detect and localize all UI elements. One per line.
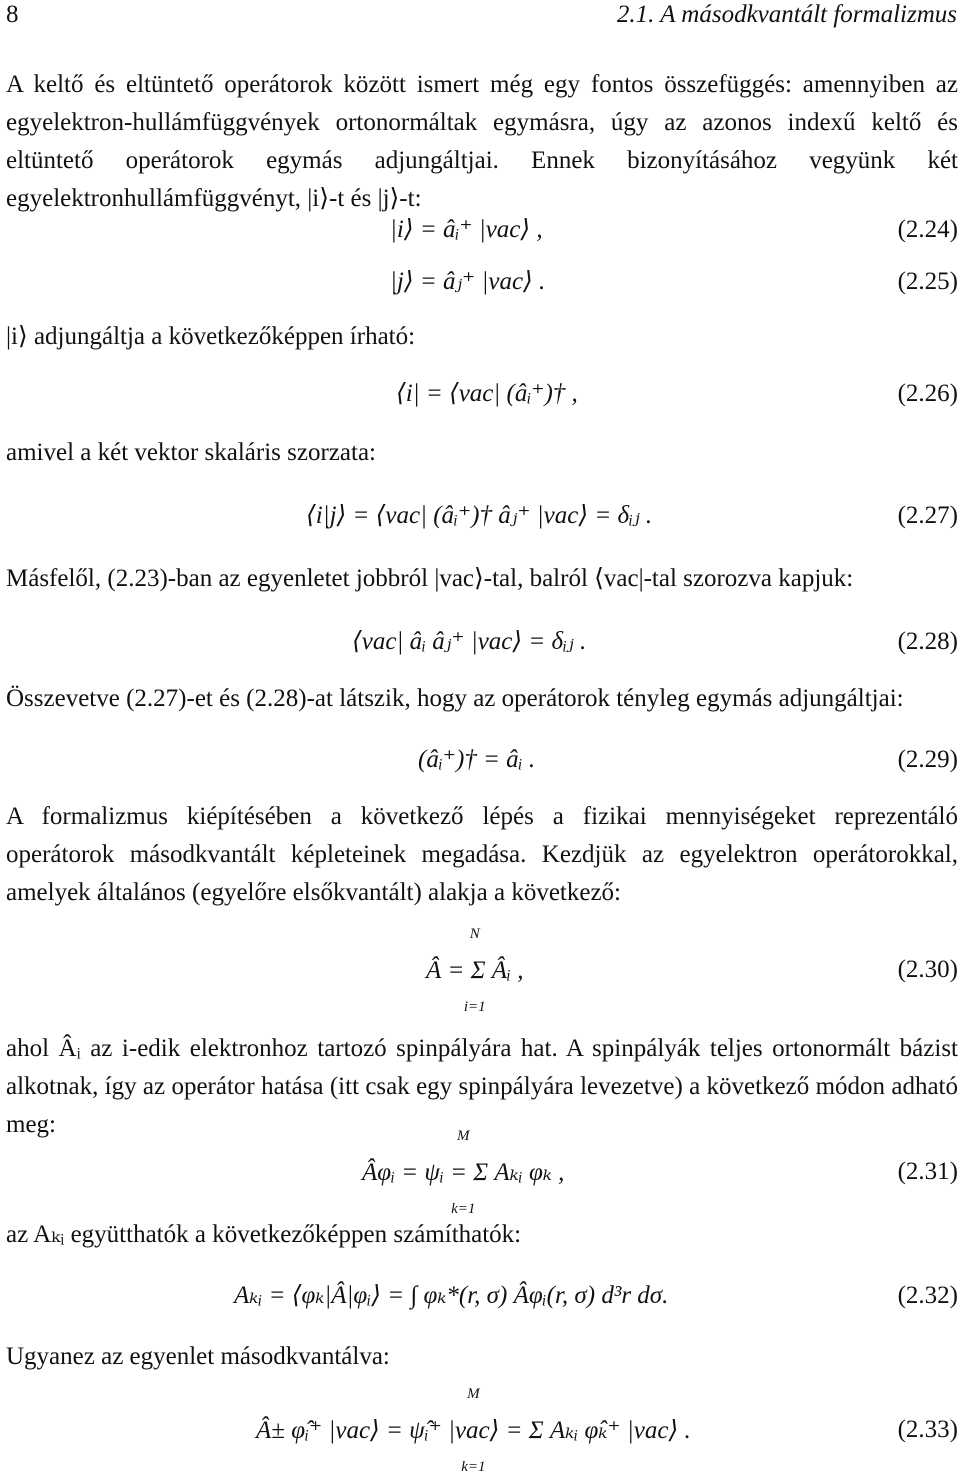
paragraph-1: A keltő és eltüntető operátorok között ismert még egy fontos összefüggés: amennyiben az egyelektron-hullámfüggvények ortonormáltak egymásra, úgy az azonos indexű keltő és eltüntető operátorok egymás adjungáltjai. Ennek bizonyításához vegyünk két egyelektronhullámfüggvényt, |i⟩-t és |j⟩-t:	[6, 71, 958, 212]
equation-math	[426, 926, 524, 1016]
equation-number: (2.27)	[897, 502, 958, 529]
equation-math-text: Â = Σ Âᵢ ,	[426, 957, 524, 985]
sum-lower-limit: k=1	[451, 1201, 476, 1218]
paragraph-9: Ugyanez az egyenlet másodkvantálva:	[6, 1343, 390, 1370]
equation-2-29	[6, 740, 958, 780]
running-head-title: 2.1. A másodkvantált formalizmus	[616, 1, 957, 28]
equation-math-text: Âφᵢ = ψᵢ = Σ Aₖᵢ φₖ ,	[362, 1159, 565, 1187]
summation-limits	[362, 1128, 565, 1218]
equation-2-24	[6, 210, 958, 250]
sum-upper-limit: N	[469, 926, 480, 943]
equation-2-32	[6, 1276, 958, 1316]
equation-2-27	[6, 496, 958, 536]
page-number: 8	[6, 1, 19, 28]
running-header	[6, 0, 957, 30]
equation-2-28	[6, 622, 958, 662]
paragraph-8: az Aₖᵢ együtthatók a következőképpen számíthatók:	[6, 1221, 522, 1248]
equation-number: (2.29)	[897, 746, 958, 773]
summation-limits	[256, 1386, 691, 1475]
equation-2-33	[6, 1386, 958, 1475]
paragraph-6: A formalizmus kiépítésében a következő lépés a fizikai mennyiségeket reprezentáló operátorok másodkvantált képleteinek megadása. Kezdjük az egyelektron operátorokkal, amelyek általános (egyelőre elsőkvantált) alakja a következő:	[6, 803, 958, 906]
equation-number: (2.33)	[897, 1416, 958, 1443]
equation-math: ⟨vac| âᵢ âⱼ⁺ |vac⟩ = δᵢⱼ .	[352, 628, 587, 655]
equation-math: |i⟩ = âᵢ⁺ |vac⟩ ,	[390, 216, 543, 243]
equation-math	[362, 1128, 565, 1218]
sum-lower-limit: k=1	[461, 1459, 486, 1475]
equation-number: (2.32)	[897, 1282, 958, 1309]
equation-number: (2.30)	[897, 956, 958, 983]
paragraph-3: amivel a két vektor skaláris szorzata:	[6, 439, 376, 466]
paragraph-4: Másfelől, (2.23)-ban az egyenletet jobbról |vac⟩-tal, balról ⟨vac|-tal szorozva kapjuk:	[6, 565, 854, 592]
equation-number: (2.28)	[897, 628, 958, 655]
equation-math: ⟨i| = ⟨vac| (âᵢ⁺)† ,	[396, 380, 578, 407]
equation-2-26	[6, 374, 958, 414]
paragraph-7: ahol Âᵢ az i-edik elektronhoz tartozó spinpályára hat. A spinpályák teljes ortonormált bázist alkotnak, így az operátor hatása (itt csak egy spinpályára levezetve) a következő módon adható meg:	[6, 1035, 958, 1138]
equation-2-31	[6, 1128, 958, 1218]
equation-2-25	[6, 262, 958, 302]
equation-math: ⟨i|j⟩ = ⟨vac| (âᵢ⁺)† âⱼ⁺ |vac⟩ = δᵢⱼ .	[306, 502, 653, 529]
equation-number: (2.24)	[897, 216, 958, 243]
equation-2-30	[6, 926, 958, 1016]
summation-limits	[426, 926, 524, 1016]
equation-number: (2.25)	[897, 268, 958, 295]
equation-math: (âᵢ⁺)† = âᵢ .	[418, 746, 536, 773]
sum-upper-limit: M	[467, 1386, 480, 1403]
sum-upper-limit: M	[456, 1128, 470, 1145]
equation-math: |j⟩ = âⱼ⁺ |vac⟩ .	[390, 268, 546, 295]
equation-number: (2.31)	[897, 1158, 958, 1185]
equation-math: Aₖᵢ = ⟨φₖ|Â|φᵢ⟩ = ∫ φₖ*(r, σ) Âφᵢ(r, σ) d³r dσ.	[234, 1282, 669, 1309]
equation-number: (2.26)	[897, 380, 958, 407]
equation-math	[256, 1386, 691, 1475]
equation-math-text: Â± φ̂ᵢ⁺ |vac⟩ = ψ̂ᵢ⁺ |vac⟩ = Σ Aₖᵢ φ̂ₖ⁺ |vac⟩ .	[256, 1417, 691, 1445]
sum-lower-limit: i=1	[463, 999, 486, 1016]
paragraph-5: Összevetve (2.27)-et és (2.28)-at látszik, hogy az operátorok tényleg egymás adjungáltjai:	[6, 685, 904, 712]
paragraph-2: |i⟩ adjungáltja a következőképpen írható:	[6, 323, 416, 350]
